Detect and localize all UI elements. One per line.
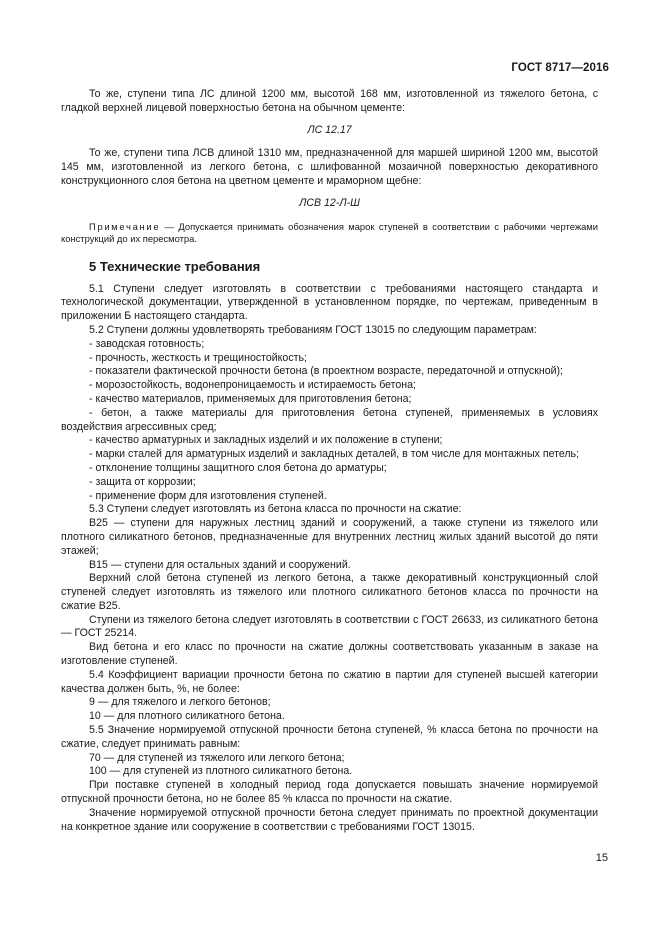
list-item: - бетон, а также материалы для приготовления бетона ступеней, применяемых в условиях воздействия агрессивных сред; xyxy=(61,406,598,433)
clause-5-5: 5.5 Значение нормируемой отпускной прочности бетона ступеней, % класса бетона по прочности на сжатие, следует принимать равным: xyxy=(61,724,598,750)
note-text: — Допускается принимать обозначения марок ступеней в соответствии с рабочими чертежами конструкций до их пересмотра. xyxy=(61,220,598,245)
designation-example: ЛСВ 12-Л-Ш xyxy=(299,196,360,209)
list-item: - отклонение толщины защитного слоя бетона до арматуры; xyxy=(89,461,387,474)
designation-example: ЛС 12.17 xyxy=(307,123,352,136)
paragraph: Верхний слой бетона ступеней из легкого бетона, а также декоративный конструкционный слой ступеней следует изготовлять из тяжелого или плотного силикатного бетонов класса по прочности на сжатие В25. xyxy=(61,572,598,612)
paragraph: При поставке ступеней в холодный период года допускается повышать значение нормируемой отпускной прочности бетона, но не более 85 % класса по прочности на сжатие. xyxy=(61,779,598,806)
paragraph: В15 — ступени для остальных зданий и сооружений. xyxy=(89,558,351,571)
note xyxy=(61,221,598,246)
list-item: - прочность, жесткость и трещиностойкость; xyxy=(89,351,307,364)
list-item: - показатели фактической прочности бетона (в проектном возрасте, передаточной и отпускной); xyxy=(89,365,563,378)
paragraph: То же, ступени типа ЛСВ длиной 1310 мм, предназначенной для маршей шириной 1200 мм, высотой 145 мм, изготовленной из легкого бетона, с шлифованной мозаичной поверхностью декоративного конструкционного слоя бетона на цветном цементе и мраморном щебне: xyxy=(61,147,598,187)
page-number: 15 xyxy=(595,852,608,864)
list-item: - морозостойкость, водонепроницаемость и истираемость бетона; xyxy=(89,379,416,392)
clause-5-2: 5.2 Ступени должны удовлетворять требованиям ГОСТ 13015 по следующим параметрам: xyxy=(89,323,537,336)
note-label: Примечание xyxy=(89,220,161,232)
section-title: 5 Технические требования xyxy=(89,258,261,274)
paragraph: 10 — для плотного силикатного бетона. xyxy=(89,710,285,723)
paragraph: Вид бетона и его класс по прочности на сжатие должны соответствовать указанным в заказе на изготовление ступеней. xyxy=(61,641,598,668)
list-item: - качество арматурных и закладных изделий и их положение в ступени; xyxy=(89,434,443,447)
paragraph: Ступени из тяжелого бетона следует изготовлять в соответствии с ГОСТ 26633, из силикатного бетона — ГОСТ 25214. xyxy=(61,613,598,640)
paragraph: 70 — для ступеней из тяжелого или легкого бетона; xyxy=(89,751,345,764)
paragraph: В25 — ступени для наружных лестниц зданий и сооружений, а также ступени из тяжелого или плотного силикатного бетонов, предназначенные для внутренних лестниц жилых зданий высотой до пяти этажей; xyxy=(61,517,598,557)
list-item: - применение форм для изготовления ступеней. xyxy=(89,489,327,502)
list-item: - марки сталей для арматурных изделий и закладных деталей, в том числе для монтажных петель; xyxy=(89,448,580,461)
paragraph: То же, ступени типа ЛС длиной 1200 мм, высотой 168 мм, изготовленной из тяжелого бетона, с гладкой верхней лицевой поверхностью бетона на обычном цементе: xyxy=(61,88,598,114)
paragraph: Значение нормируемой отпускной прочности бетона следует принимать по проектной документации на конкретное здание или сооружение в соответствии с требованиями ГОСТ 13015. xyxy=(61,806,598,833)
paragraph: 100 — для ступеней из плотного силикатного бетона. xyxy=(89,765,353,778)
page-body xyxy=(61,88,598,834)
clause-5-4: 5.4 Коэффициент вариации прочности бетона по сжатию в партии для ступеней высшей категории качества должен быть, %, не более: xyxy=(61,668,598,695)
list-item: - заводская готовность; xyxy=(89,337,205,350)
list-item: - защита от коррозии; xyxy=(89,475,196,488)
clause-5-1: 5.1 Ступени следует изготовлять в соответствии с требованиями настоящего стандарта и технологической документации, утвержденной в установленном порядке, по чертежам, приведенным в приложении Б настоящего стандарта. xyxy=(61,282,598,323)
paragraph: 9 — для тяжелого и легкого бетонов; xyxy=(89,696,271,709)
clause-5-3: 5.3 Ступени следует изготовлять из бетона класса по прочности на сжатие: xyxy=(89,503,462,516)
document-number: ГОСТ 8717—2016 xyxy=(511,62,609,74)
list-item: - качество материалов, применяемых для приготовления бетона; xyxy=(89,392,412,405)
